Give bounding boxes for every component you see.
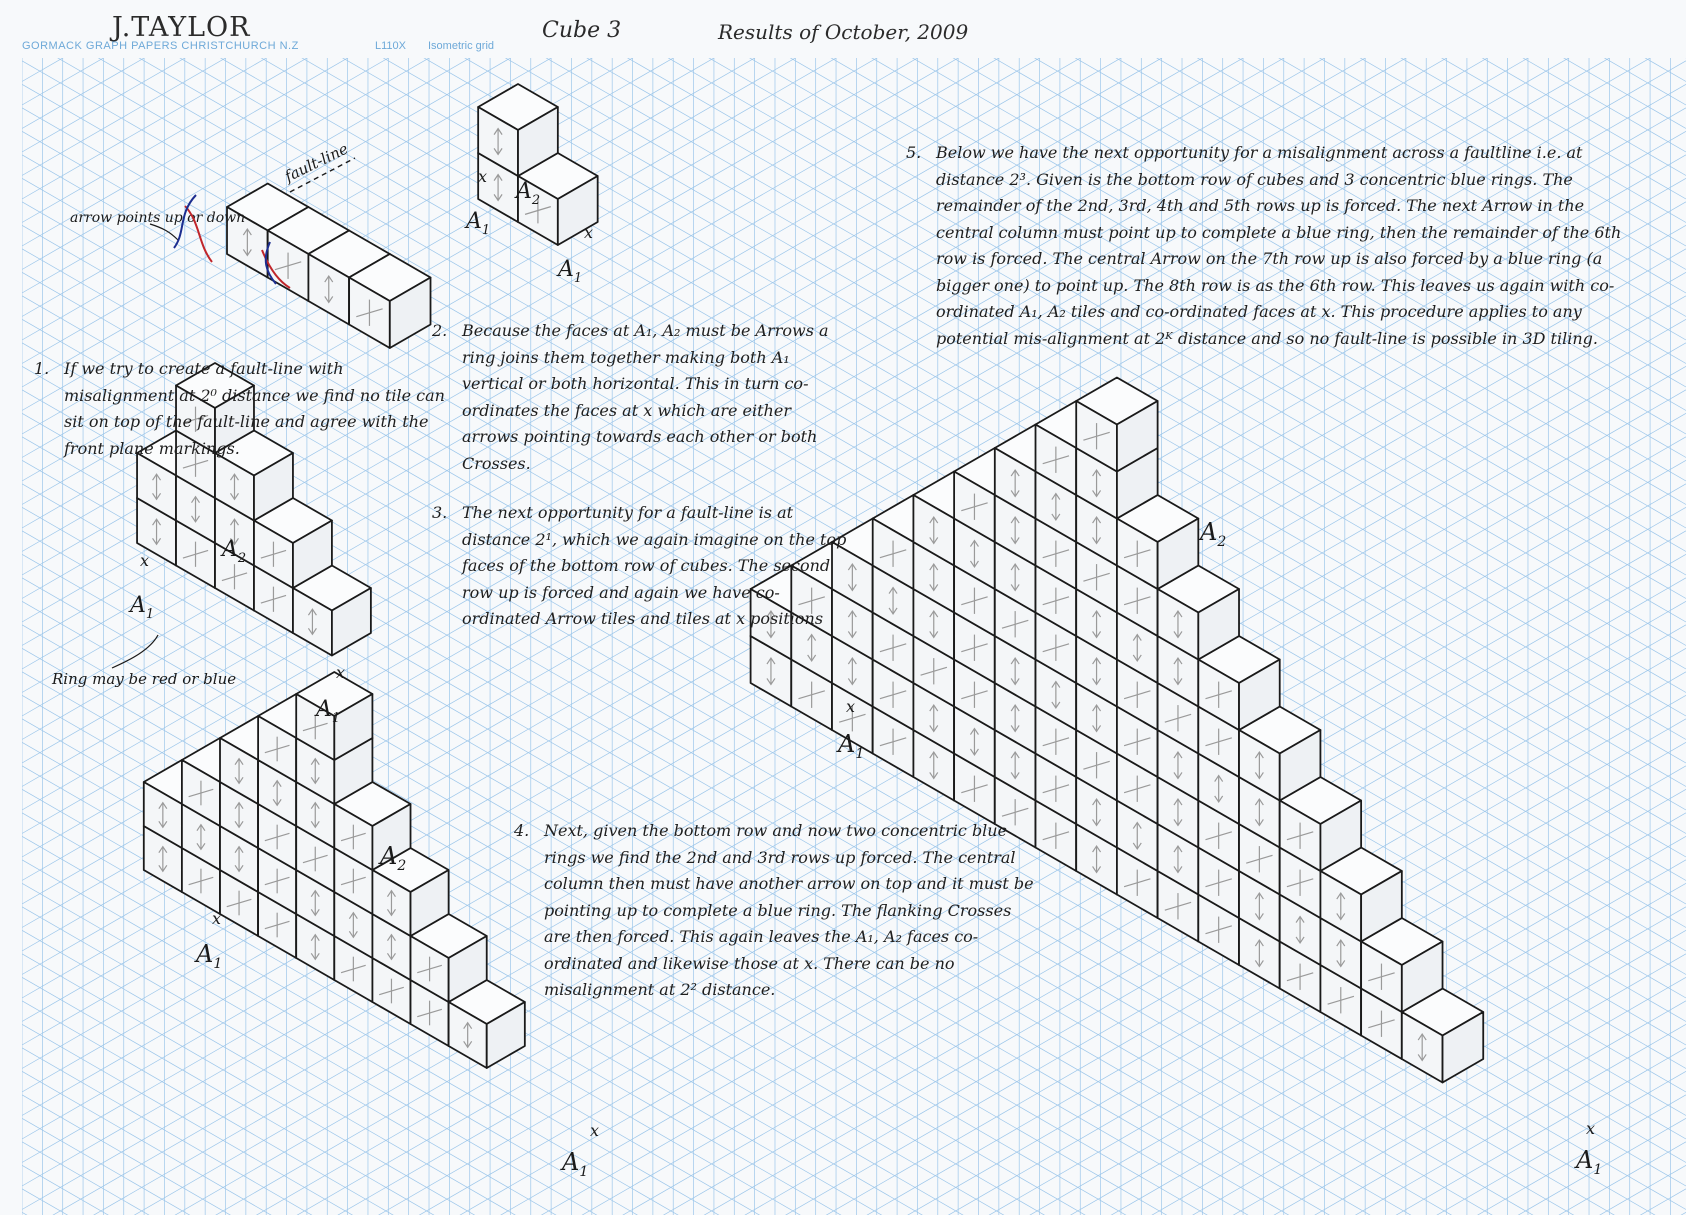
paper-code: L110X [375, 40, 406, 52]
ring-note-label: Ring may be red or blue [52, 670, 237, 688]
fig4-x-right-label: x [590, 1121, 600, 1140]
paper-brand: GORMACK GRAPH PAPERS CHRISTCHURCH N.Z [22, 40, 299, 52]
fig4-x-left-label: x [212, 909, 222, 928]
fig3-a1-left-label: $A_1$ [130, 593, 155, 622]
note-5-text: Below we have the next opportunity for a misalignment across a faultline i.e. at distance 2³. Given is the bottom row of cubes and 3 concentric blue rings. The remainder of the 2nd, 3rd, 4th and 5th rows up is forced. The next Arrow in the central column must point up to complete a blue ring, then the remainder of the 6th row is forced. The central Arrow on the 7th row up is also forced by a blue ring (a bigger one) to point up. The 8th row is as the 6th row. This leaves us again with co-ordinated A₁, A₂ tiles and co-ordinated faces at x. This procedure applies to any potential mis-alignment at 2ᴷ distance and so no fault-line is possible in 3D tiling. [936, 143, 1622, 348]
fig2-x-right-label: x [584, 223, 594, 242]
note-1-number: 1. [34, 359, 50, 378]
fig3-a2-label: $A_2$ [222, 537, 247, 566]
author-name: J.TAYLOR [112, 12, 251, 43]
note-1-text: If we try to create a fault-line with misalignment at 2⁰ distance we find no tile can sit on top of the fault-line and agree with the front plane markings. [64, 359, 445, 458]
fig5-x-right-label: x [1586, 1119, 1596, 1138]
fig5-a1-left-label: $A_1$ [838, 730, 865, 762]
arrow-note-label: arrow points up or down [70, 210, 246, 226]
fig4-a1-right-label: $A_1$ [562, 1148, 589, 1180]
page-subtitle: Results of October, 2009 [718, 20, 969, 44]
fig2-a1-right-label: $A_1$ [558, 257, 583, 286]
fig4-a2-label: $A_2$ [380, 842, 407, 874]
fig2-a2-label: $A_2$ [516, 179, 541, 208]
note-2 [432, 318, 852, 477]
note-5-number: 5. [906, 143, 922, 162]
note-3 [432, 500, 852, 633]
fig3-x-right-label: x [336, 663, 346, 682]
note-4-text: Next, given the bottom row and now two concentric blue rings we find the 2nd and 3rd rows up forced. The central column then must have another arrow on top and it must be pointing up to complete a blue ring. The flanking Crosses are then forced. This again leaves the A₁, A₂ faces co-ordinated and likewise those at x. There can be no misalignment at 2² distance. [544, 821, 1034, 999]
fig2-a1-left-label: $A_1$ [466, 209, 491, 238]
note-2-number: 2. [432, 321, 448, 340]
fig3-a1-right-label: $A_1$ [316, 697, 341, 726]
note-5 [906, 140, 1626, 352]
note-4 [514, 818, 1034, 1004]
note-1 [34, 356, 449, 462]
note-4-number: 4. [514, 821, 530, 840]
fig3-x-left-label: x [140, 551, 150, 570]
note-3-text: The next opportunity for a fault-line is at distance 2¹, which we again imagine on the top faces of the bottom row of cubes. The second row up is forced and again we have co-ordinated Arrow tiles and tiles at x positions [462, 503, 847, 628]
fig5-x-left-label: x [846, 697, 856, 716]
fig5-a2-label: $A_2$ [1200, 518, 1227, 550]
fig2-x-left-label: x [478, 167, 488, 186]
page-title: Cube 3 [542, 18, 622, 43]
note-3-number: 3. [432, 503, 448, 522]
fault-line-label: fault-line [281, 139, 352, 186]
fig5-a1-right-label: $A_1$ [1576, 1146, 1603, 1178]
note-2-text: Because the faces at A₁, A₂ must be Arrows a ring joins them together making both A₁ vertical or both horizontal. This in turn co-ordinates the faces at x which are either arrows pointing towards each other or both Crosses. [462, 321, 829, 473]
paper-type: Isometric grid [428, 40, 495, 52]
fig4-a1-left-label: $A_1$ [196, 940, 223, 972]
